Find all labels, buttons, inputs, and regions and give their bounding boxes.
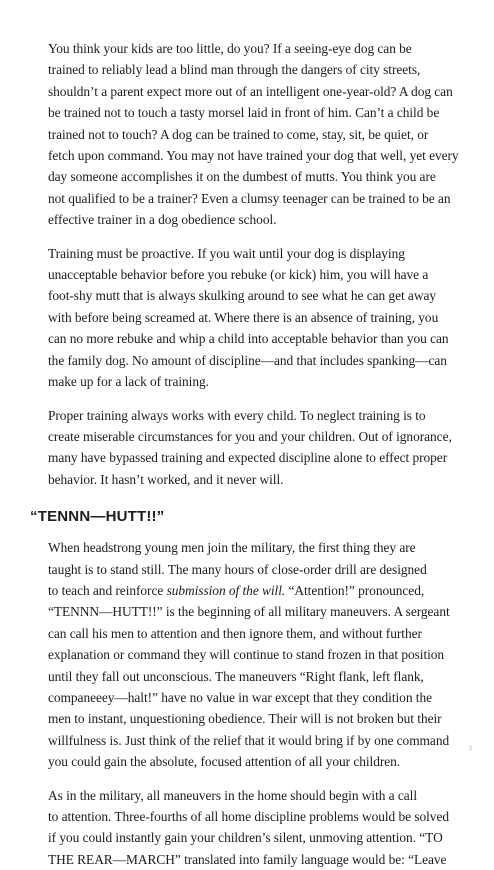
text-line: willfulness is. Just think of the relief that it would bring if by one command [48,732,450,748]
paragraph-military [30,537,464,772]
text-line: companeeey—halt!” have no value in war except that they condition the [48,689,432,705]
text-line: behavior. It hasn’t worked, and it never will. [48,471,284,487]
page-edge-mark [469,745,472,751]
text-line: men to instant, unquestioning obedience. Their will is not broken but their [48,711,442,727]
text-line: foot-shy mutt that is always skulking around to see what he can get away [48,288,436,304]
text-line: shouldn’t a parent expect more out of an intelligent one-year-old? A dog can [48,83,453,99]
paragraph-proper-training [30,405,464,491]
text-line: When headstrong young men join the military, the first thing they are [48,540,416,556]
text-line: until they fall out unconscious. The maneuvers “Right flank, left flank, [48,668,424,684]
text-line: explanation or command they will continue to stand frozen in that position [48,647,445,663]
section-heading: “TENNN—HUTT!!” [30,508,165,526]
text-line: Proper training always works with every child. To neglect training is to [48,407,426,423]
text-line: you could gain the absolute, focused attention of all your children. [48,754,401,770]
text-line: to attention. Three-fourths of all home discipline problems would be solved [48,809,449,824]
text-line: Training must be proactive. If you wait until your dog is displaying [48,245,405,261]
paragraph-training-proactive [30,243,464,393]
text-line: You think your kids are too little, do you? If a seeing-eye dog can be [48,41,412,56]
text-line: As in the military, all maneuvers in the home should begin with a call [48,787,417,803]
paragraph-seeing-eye-dog [30,38,464,231]
text-run: to teach and reinforce [48,582,167,598]
text-line: with before being screamed at. Where there is an absence of training, you [48,309,439,325]
text-line: fetch upon command. You may not have trained your dog that well, yet every [48,148,459,164]
text-line: THE REAR—MARCH” translated into family language would be: “Leave [48,851,447,867]
text-line: many have bypassed training and expected discipline alone to effect proper [48,450,448,466]
text-line: trained to reliably lead a blind man through the dangers of city streets, [48,62,421,78]
text-line: make up for a lack of training. [48,374,209,390]
text-line: “TENNN—HUTT!!” is the beginning of all military maneuvers. A sergeant [48,604,450,620]
text-line: not qualified to be a trainer? Even a clumsy teenager can be trained to be an [48,190,451,206]
text-line: create miserable circumstances for you and your children. Out of ignorance, [48,428,452,444]
text-line: be trained not to touch a tasty morsel laid in front of him. Can’t a child be [48,105,440,121]
text-line: taught is to stand still. The many hours of close-order drill are designed [48,561,427,577]
text-line: unacceptable behavior before you rebuke (or kick) him, you will have a [48,267,429,283]
text-run: “Attention!” pronounced, [285,582,425,598]
text-line: can call his men to attention and then ignore them, and without further [48,625,422,641]
text-line: effective trainer in a dog obedience school. [48,212,277,228]
paragraph-home-attention [30,785,464,870]
text-line-with-emphasis [30,580,464,601]
text-line: trained not to touch? A dog can be trained to come, stay, sit, be quiet, or [48,126,429,142]
text-line: can no more rebuke and whip a child into acceptable behavior than you can [48,331,449,347]
text-line: if you could instantly gain your children’s silent, unmoving attention. “TO [48,830,443,846]
emphasized-phrase: submission of the will. [166,582,286,598]
text-line: the family dog. No amount of discipline—and that includes spanking—can [48,352,447,368]
text-line: day someone accomplishes it on the dumbest of mutts. You think you are [48,169,436,185]
